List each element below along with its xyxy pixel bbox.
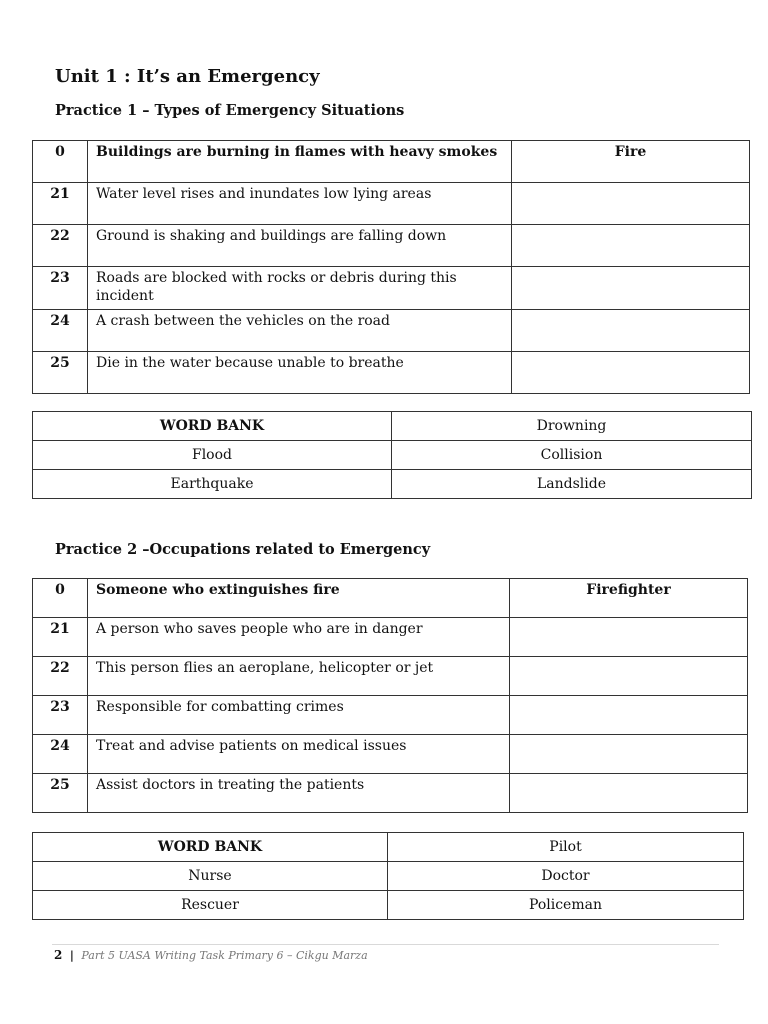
page-number: 2 — [54, 948, 63, 962]
question-text: Roads are blocked with rocks or debris during this incident — [88, 267, 512, 310]
footer-divider — [52, 944, 719, 945]
table-row — [33, 618, 748, 657]
row-number: 23 — [33, 267, 88, 310]
practice2-title: Practice 2 –Occupations related to Emergency — [55, 541, 431, 558]
word-bank-word: Policeman — [388, 891, 744, 920]
question-text: Die in the water because unable to breathe — [88, 352, 512, 394]
table-row — [33, 183, 750, 225]
footer-text: Part 5 UASA Writing Task Primary 6 – Cikgu Marza — [81, 949, 368, 962]
row-number: 0 — [33, 579, 88, 618]
word-bank-word: Flood — [33, 441, 392, 470]
table-row — [33, 735, 748, 774]
answer-cell: Fire — [512, 141, 750, 183]
practice1-table — [32, 140, 750, 394]
answer-cell[interactable] — [510, 618, 748, 657]
answer-cell: Firefighter — [510, 579, 748, 618]
table-row — [33, 657, 748, 696]
word-bank-word: Landslide — [392, 470, 752, 499]
table-row — [33, 310, 750, 352]
word-bank-header: WORD BANK — [33, 412, 392, 441]
answer-cell[interactable] — [512, 267, 750, 310]
row-number: 24 — [33, 310, 88, 352]
table-row — [33, 579, 748, 618]
answer-cell[interactable] — [512, 352, 750, 394]
word-bank-word: Drowning — [392, 412, 752, 441]
row-number: 24 — [33, 735, 88, 774]
question-text: Ground is shaking and buildings are falling down — [88, 225, 512, 267]
row-number: 23 — [33, 696, 88, 735]
question-text: A crash between the vehicles on the road — [88, 310, 512, 352]
page-title: Unit 1 : It’s an Emergency — [55, 66, 320, 87]
word-bank-word: Doctor — [388, 862, 744, 891]
table-row — [33, 141, 750, 183]
table-row — [33, 696, 748, 735]
question-text: This person flies an aeroplane, helicopter or jet — [88, 657, 510, 696]
word-bank-word: Pilot — [388, 833, 744, 862]
question-text: Water level rises and inundates low lying areas — [88, 183, 512, 225]
row-number: 22 — [33, 225, 88, 267]
answer-cell[interactable] — [510, 774, 748, 813]
row-number: 25 — [33, 774, 88, 813]
practice2-table — [32, 578, 748, 813]
practice2-word-bank — [32, 832, 744, 920]
table-row — [33, 774, 748, 813]
word-bank-header: WORD BANK — [33, 833, 388, 862]
question-text: Assist doctors in treating the patients — [88, 774, 510, 813]
row-number: 25 — [33, 352, 88, 394]
table-row — [33, 352, 750, 394]
practice1-title: Practice 1 – Types of Emergency Situations — [55, 102, 405, 119]
question-text: A person who saves people who are in danger — [88, 618, 510, 657]
answer-cell[interactable] — [512, 225, 750, 267]
table-row — [33, 225, 750, 267]
row-number: 21 — [33, 183, 88, 225]
practice1-word-bank — [32, 411, 752, 499]
footer-separator: | — [69, 949, 74, 962]
table-row — [33, 267, 750, 310]
answer-cell[interactable] — [510, 735, 748, 774]
answer-cell[interactable] — [510, 657, 748, 696]
question-text: Buildings are burning in flames with heavy smokes — [88, 141, 512, 183]
answer-cell[interactable] — [510, 696, 748, 735]
answer-cell[interactable] — [512, 183, 750, 225]
page-footer — [54, 948, 368, 962]
question-text: Treat and advise patients on medical issues — [88, 735, 510, 774]
word-bank-word: Earthquake — [33, 470, 392, 499]
word-bank-word: Rescuer — [33, 891, 388, 920]
question-text: Responsible for combatting crimes — [88, 696, 510, 735]
word-bank-word: Collision — [392, 441, 752, 470]
answer-cell[interactable] — [512, 310, 750, 352]
question-text: Someone who extinguishes fire — [88, 579, 510, 618]
word-bank-word: Nurse — [33, 862, 388, 891]
row-number: 21 — [33, 618, 88, 657]
row-number: 0 — [33, 141, 88, 183]
row-number: 22 — [33, 657, 88, 696]
